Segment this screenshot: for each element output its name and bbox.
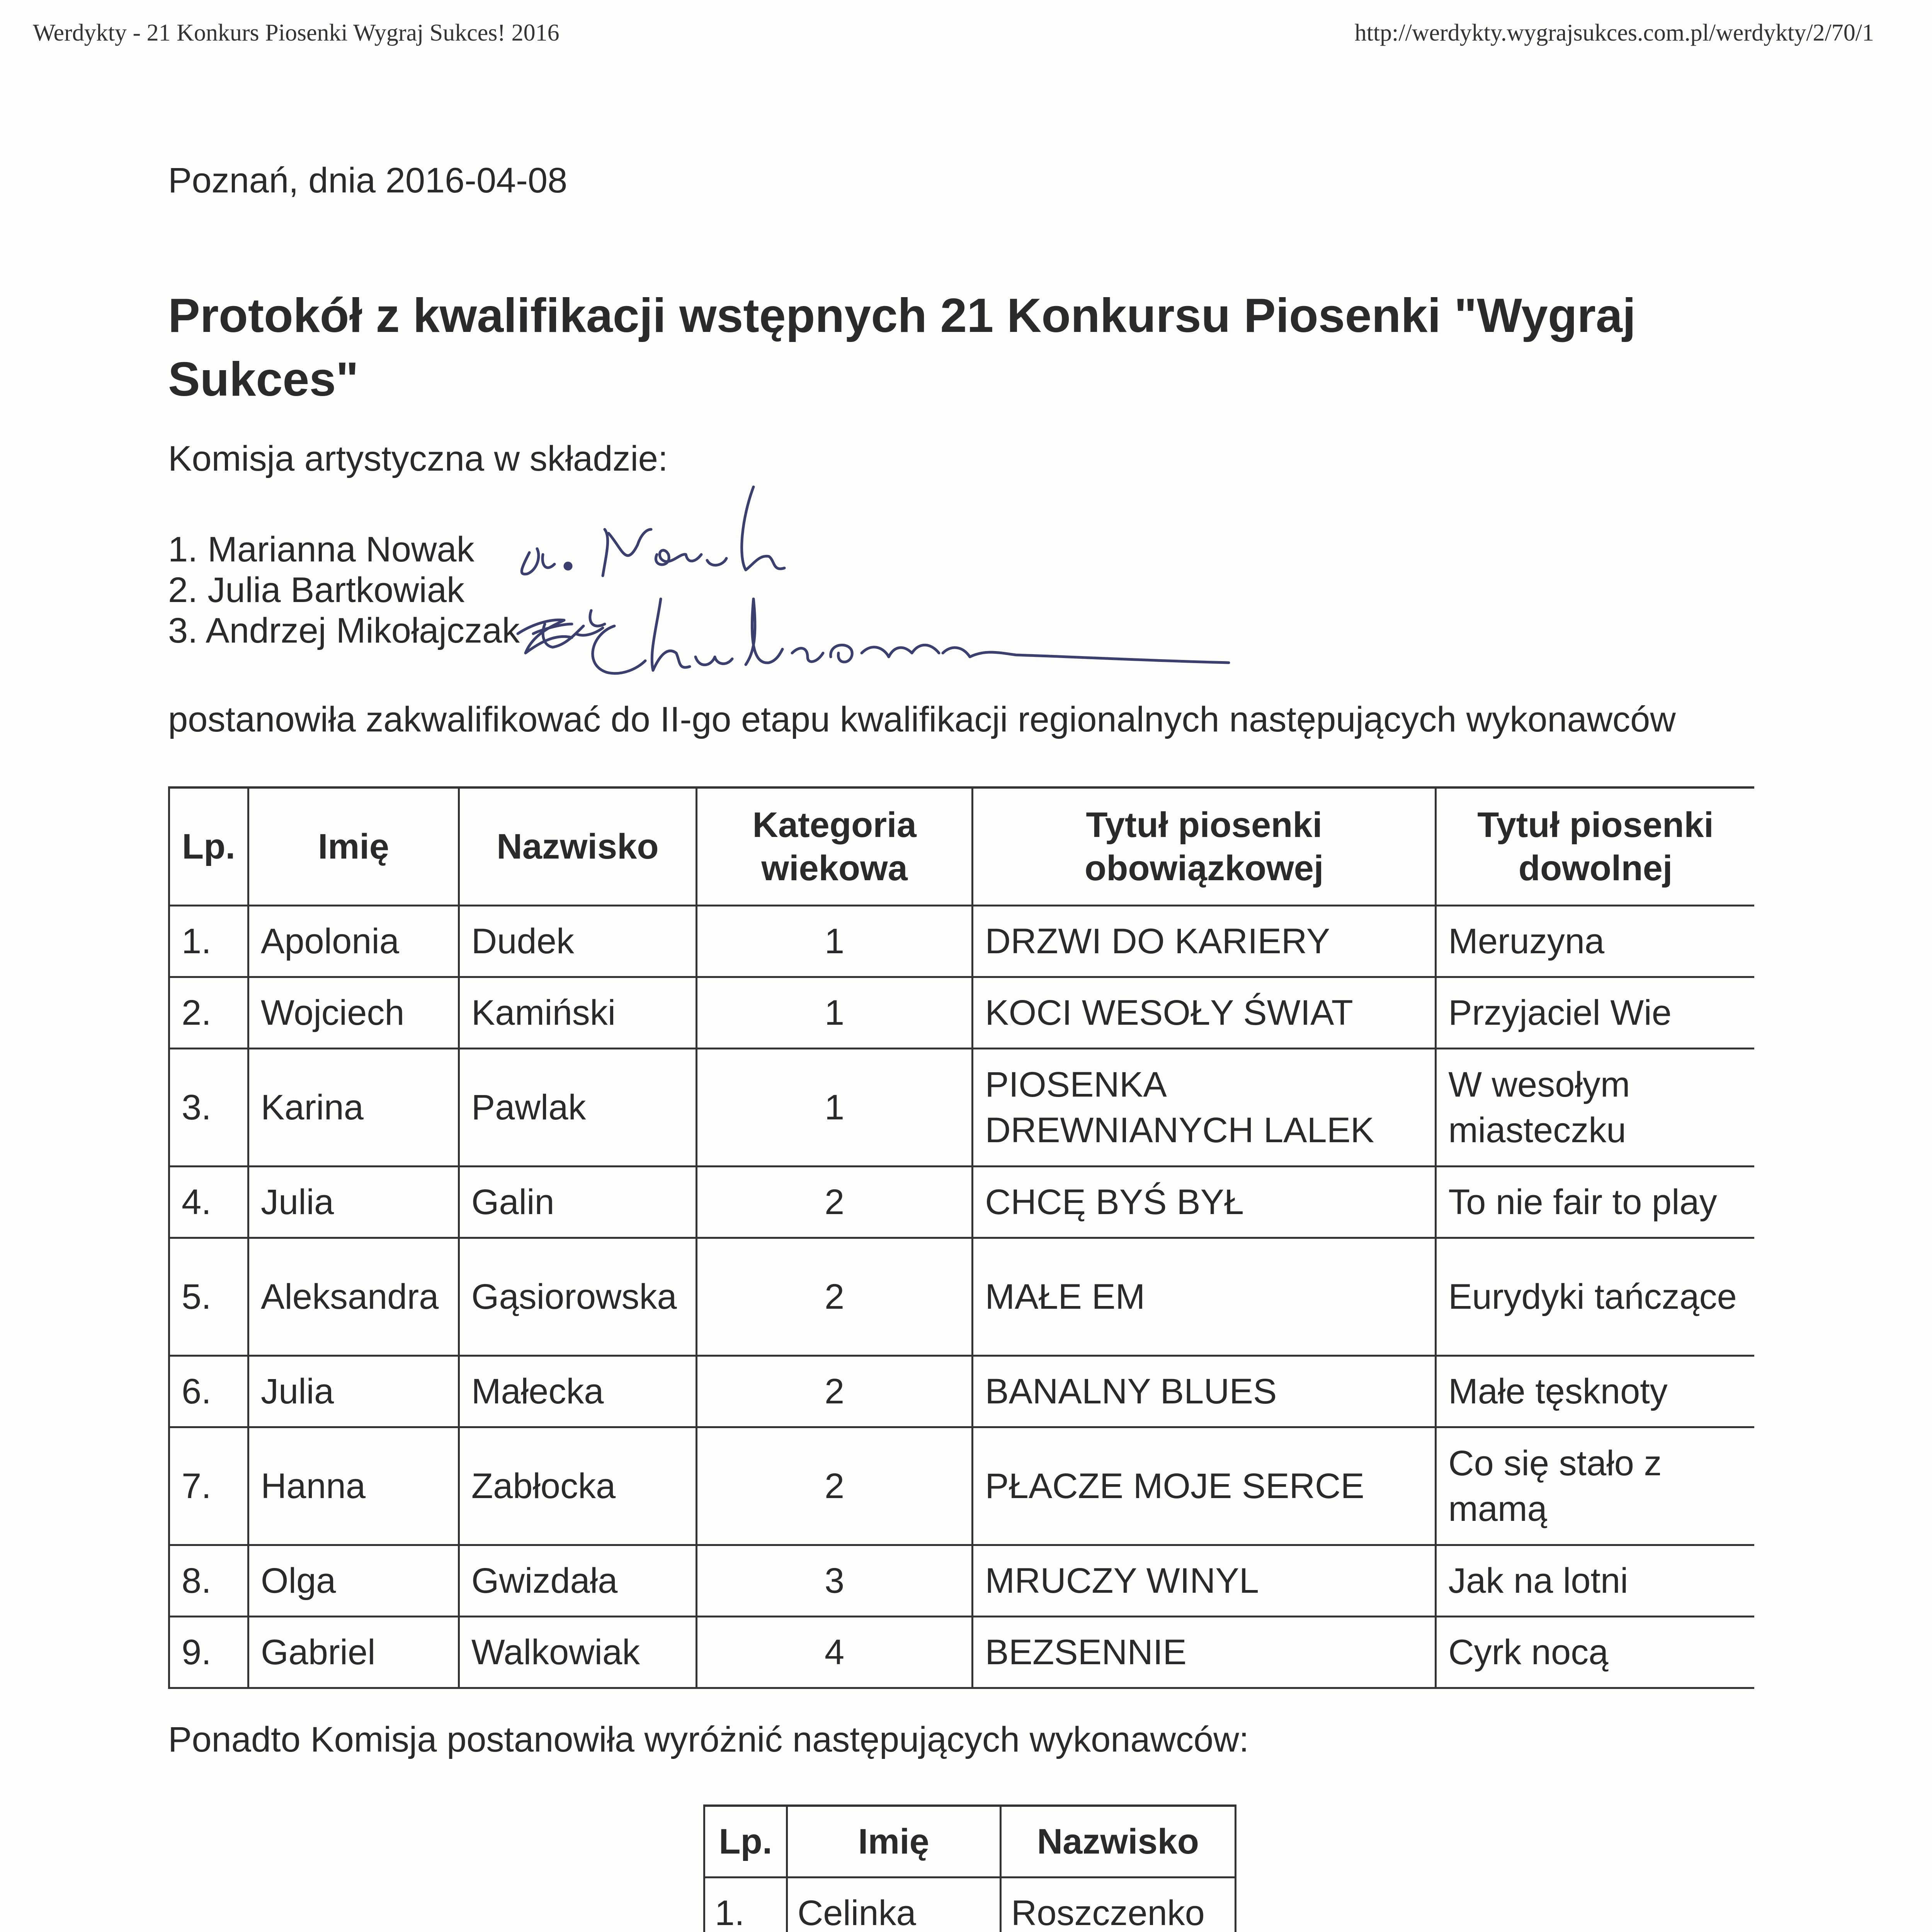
table-row	[169, 1617, 1755, 1688]
cell-last-name: Pawlak	[459, 1049, 696, 1167]
cell-free-song: W wesołym miasteczku	[1436, 1049, 1754, 1167]
cell-free-song: Co się stało z mamą	[1436, 1427, 1754, 1545]
header-last-name: Nazwisko	[459, 787, 696, 906]
cell-age-category: 4	[696, 1617, 972, 1688]
cell-free-song: Przyjaciel Wie	[1436, 977, 1754, 1049]
cell-free-song: Małe tęsknoty	[1436, 1356, 1754, 1427]
cell-last-name: Kamiński	[459, 977, 696, 1049]
cell-free-song: Eurydyki tańczące	[1436, 1238, 1754, 1356]
cell-first-name: Karina	[248, 1049, 459, 1167]
table-row	[169, 1049, 1755, 1167]
commission-members	[168, 529, 520, 651]
member-3: 3. Andrzej Mikołajczak	[168, 611, 520, 650]
cell-free-song: Meruzyna	[1436, 906, 1754, 977]
cell-lp: 7.	[169, 1427, 248, 1545]
cell-lp: 6.	[169, 1356, 248, 1427]
cell-mandatory-song: DRZWI DO KARIERY	[973, 906, 1436, 977]
cell-first-name: Wojciech	[248, 977, 459, 1049]
signatures	[475, 471, 1294, 703]
header-last-name: Nazwisko	[1000, 1806, 1235, 1878]
cell-age-category: 3	[696, 1545, 972, 1617]
cell-lp: 5.	[169, 1238, 248, 1356]
table-header-row	[704, 1806, 1236, 1878]
cell-mandatory-song: PIOSENKA DREWNIANYCH LALEK	[973, 1049, 1436, 1167]
cell-mandatory-song: KOCI WESOŁY ŚWIAT	[973, 977, 1436, 1049]
cell-mandatory-song: CHCĘ BYŚ BYŁ	[973, 1167, 1436, 1238]
cell-age-category: 1	[696, 977, 972, 1049]
table-row	[704, 1878, 1236, 1932]
honor-text: Ponadto Komisja postanowiła wyróżnić następujących wykonawców:	[168, 1720, 1249, 1759]
cell-last-name: Roszczenko	[1000, 1878, 1235, 1932]
cell-first-name: Julia	[248, 1167, 459, 1238]
cell-first-name: Julia	[248, 1356, 459, 1427]
honor-table	[703, 1804, 1236, 1932]
cell-first-name: Celinka	[787, 1878, 1000, 1932]
cell-free-song: To nie fair to play	[1436, 1167, 1754, 1238]
cell-lp: 8.	[169, 1545, 248, 1617]
cell-first-name: Olga	[248, 1545, 459, 1617]
print-header-title: Werdykty - 21 Konkurs Piosenki Wygraj Sukces! 2016	[33, 20, 560, 46]
cell-last-name: Gwizdała	[459, 1545, 696, 1617]
cell-age-category: 1	[696, 906, 972, 977]
cell-mandatory-song: BEZSENNIE	[973, 1617, 1436, 1688]
commission-intro: Komisja artystyczna w składzie:	[168, 439, 668, 478]
decision-text: postanowiła zakwalifikować do II-go etapu kwalifikacji regionalnych następujących wykonawców	[168, 700, 1676, 739]
signature-bartkowiak	[518, 611, 605, 653]
cell-lp: 3.	[169, 1049, 248, 1167]
qualified-table	[168, 786, 1754, 1689]
table-row	[169, 1356, 1755, 1427]
cell-lp: 2.	[169, 977, 248, 1049]
header-age-category: Kategoria wiekowa	[696, 787, 972, 906]
cell-age-category: 2	[696, 1238, 972, 1356]
cell-age-category: 1	[696, 1049, 972, 1167]
table-row	[169, 1238, 1755, 1356]
cell-free-song: Jak na lotni	[1436, 1545, 1754, 1617]
place-date: Poznań, dnia 2016-04-08	[168, 161, 568, 200]
member-1: 1. Marianna Nowak	[168, 530, 474, 569]
table-header-row	[169, 787, 1755, 906]
table-row	[169, 1427, 1755, 1545]
cell-last-name: Małecka	[459, 1356, 696, 1427]
signature-nowak	[522, 487, 784, 576]
cell-first-name: Apolonia	[248, 906, 459, 977]
cell-mandatory-song: BANALNY BLUES	[973, 1356, 1436, 1427]
header-mandatory-song: Tytuł piosenki obowiązkowej	[973, 787, 1436, 906]
cell-age-category: 2	[696, 1427, 972, 1545]
member-2: 2. Julia Bartkowiak	[168, 570, 464, 610]
table-row	[169, 906, 1755, 977]
header-lp: Lp.	[169, 787, 248, 906]
table-row	[169, 977, 1755, 1049]
cell-mandatory-song: MRUCZY WINYL	[973, 1545, 1436, 1617]
cell-mandatory-song: MAŁE EM	[973, 1238, 1436, 1356]
print-header-url: http://werdykty.wygrajsukces.com.pl/werdykty/2/70/1	[1354, 20, 1874, 46]
header-first-name: Imię	[248, 787, 459, 906]
cell-age-category: 2	[696, 1167, 972, 1238]
table-row	[169, 1167, 1755, 1238]
cell-lp: 1.	[169, 906, 248, 977]
cell-first-name: Hanna	[248, 1427, 459, 1545]
cell-free-song: Cyrk nocą	[1436, 1617, 1754, 1688]
header-free-song: Tytuł piosenki dowolnej	[1436, 787, 1754, 906]
cell-last-name: Gąsiorowska	[459, 1238, 696, 1356]
header-lp: Lp.	[704, 1806, 787, 1878]
cell-last-name: Walkowiak	[459, 1617, 696, 1688]
document-title: Protokół z kwalifikacji wstępnych 21 Konkursu Piosenki "Wygraj Sukces"	[168, 289, 1636, 406]
table-row	[169, 1545, 1755, 1617]
cell-first-name: Gabriel	[248, 1617, 459, 1688]
cell-age-category: 2	[696, 1356, 972, 1427]
cell-lp: 4.	[169, 1167, 248, 1238]
cell-lp: 1.	[704, 1878, 787, 1932]
cell-last-name: Dudek	[459, 906, 696, 977]
cell-first-name: Aleksandra	[248, 1238, 459, 1356]
cell-last-name: Galin	[459, 1167, 696, 1238]
cell-last-name: Zabłocka	[459, 1427, 696, 1545]
signature-mikolajczak	[593, 599, 1229, 673]
cell-mandatory-song: PŁACZE MOJE SERCE	[973, 1427, 1436, 1545]
cell-lp: 9.	[169, 1617, 248, 1688]
header-first-name: Imię	[787, 1806, 1000, 1878]
